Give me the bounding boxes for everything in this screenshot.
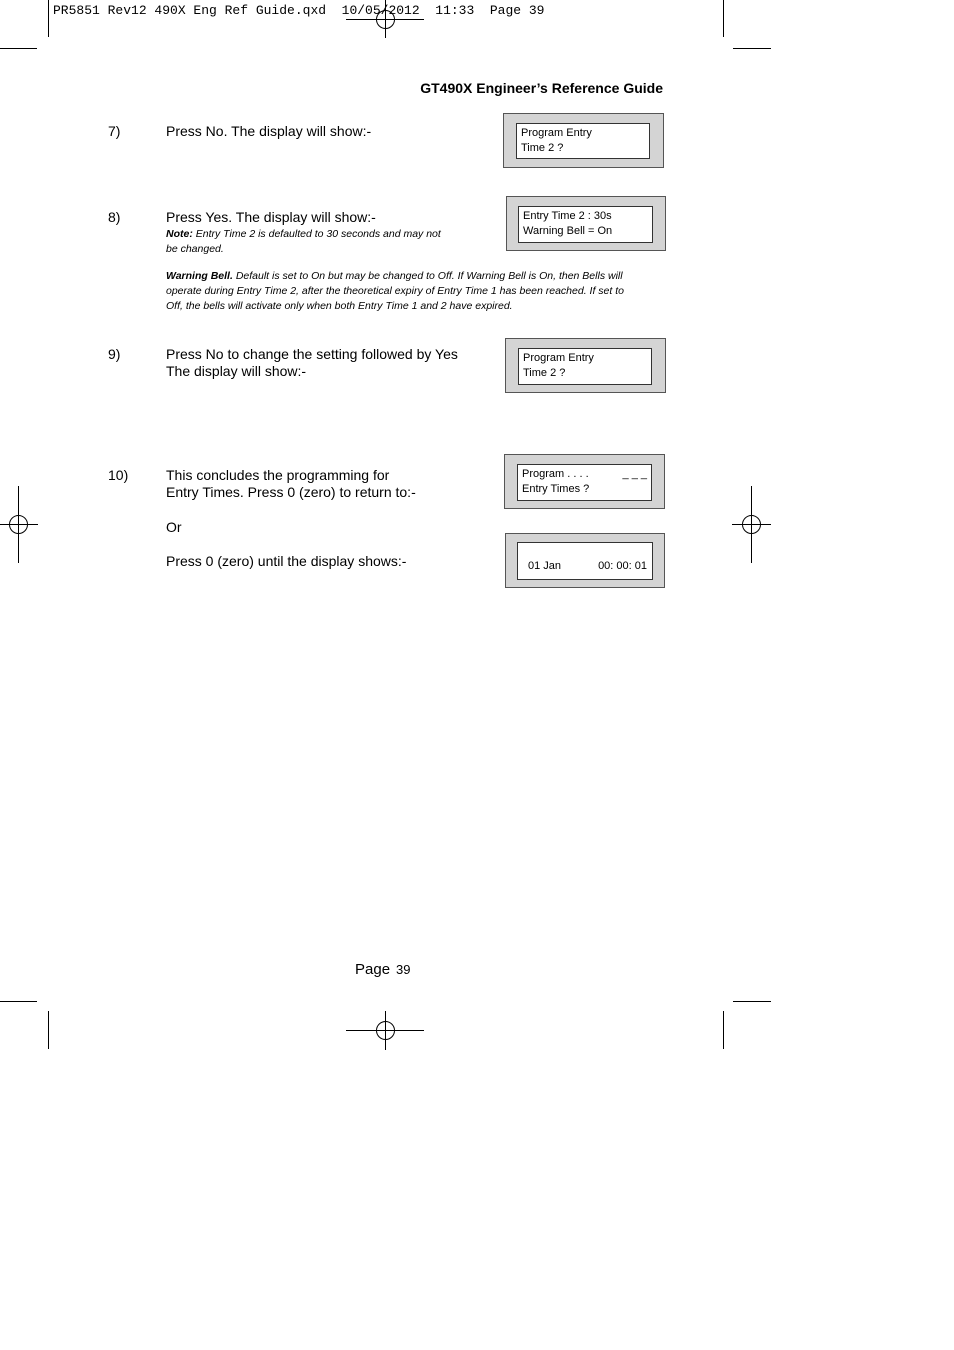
lcd-line: Program Entry — [521, 127, 592, 139]
step-10-text — [166, 467, 416, 501]
note-text-line-2: be changed. — [166, 243, 224, 255]
lcd-display-3 — [505, 338, 666, 393]
step-7-text: Press No. The display will show:- — [166, 123, 372, 139]
step-8-number: 8) — [108, 209, 121, 225]
step-8-text: Press Yes. The display will show:- — [166, 209, 376, 225]
step-10-or: Or — [166, 519, 182, 535]
page-number: 39 — [396, 962, 411, 977]
lcd-display-4 — [504, 454, 665, 509]
step-9-number: 9) — [108, 346, 121, 362]
page-footer — [355, 961, 411, 978]
lcd-line: Warning Bell = On — [523, 225, 613, 237]
warning-text-line-2: operate during Entry Time 2, after the theoretical expiry of Entry Time 1 has been reached. If set to — [166, 285, 624, 297]
warning-bell-note — [166, 269, 666, 314]
step-7-number: 7) — [108, 123, 121, 139]
step-10-text-line-2: Entry Times. Press 0 (zero) to return to:- — [166, 484, 416, 500]
lcd-display-5 — [505, 533, 665, 588]
lcd-line: Entry Time 2 : 30s — [523, 210, 612, 222]
lcd-line: Entry Times ? — [522, 483, 590, 495]
step-9-text — [166, 346, 458, 380]
lcd-line: Program . . . . — [522, 468, 589, 480]
page-header-title: GT490X Engineer’s Reference Guide — [420, 80, 663, 96]
warning-label: Warning Bell. — [166, 270, 233, 282]
page-label: Page — [355, 961, 391, 978]
step-9-text-line-1: Press No to change the setting followed by Yes — [166, 346, 458, 362]
lcd-line: Time 2 ? — [521, 142, 564, 154]
lcd-line: Program Entry — [523, 352, 594, 364]
step-10-text-line-1: This concludes the programming for — [166, 467, 390, 483]
lcd-display-1 — [503, 113, 664, 168]
step-8-note — [166, 227, 441, 257]
lcd-cursor-dashes: _ _ _ — [622, 468, 647, 480]
note-label: Note: — [166, 228, 193, 240]
step-9-text-line-2: The display will show:- — [166, 363, 307, 379]
warning-text: Default is set to On but may be changed to Off. If Warning Bell is On, then Bells will — [232, 270, 623, 282]
lcd-date: 01 Jan — [528, 560, 562, 572]
file-slug: PR5851 Rev12 490X Eng Ref Guide.qxd 10/05/2012 11:33 Page 39 — [53, 3, 545, 18]
step-10-number: 10) — [108, 467, 129, 483]
step-10-text-line-3: Press 0 (zero) until the display shows:- — [166, 553, 407, 569]
lcd-line: Time 2 ? — [523, 367, 566, 379]
lcd-display-2 — [506, 196, 666, 251]
warning-text-line-3: Off, the bells will activate only when both Entry Time 1 and 2 have expired. — [166, 300, 513, 312]
note-text: Entry Time 2 is defaulted to 30 seconds and may not — [192, 228, 441, 240]
lcd-time: 00: 00: 01 — [598, 560, 647, 572]
